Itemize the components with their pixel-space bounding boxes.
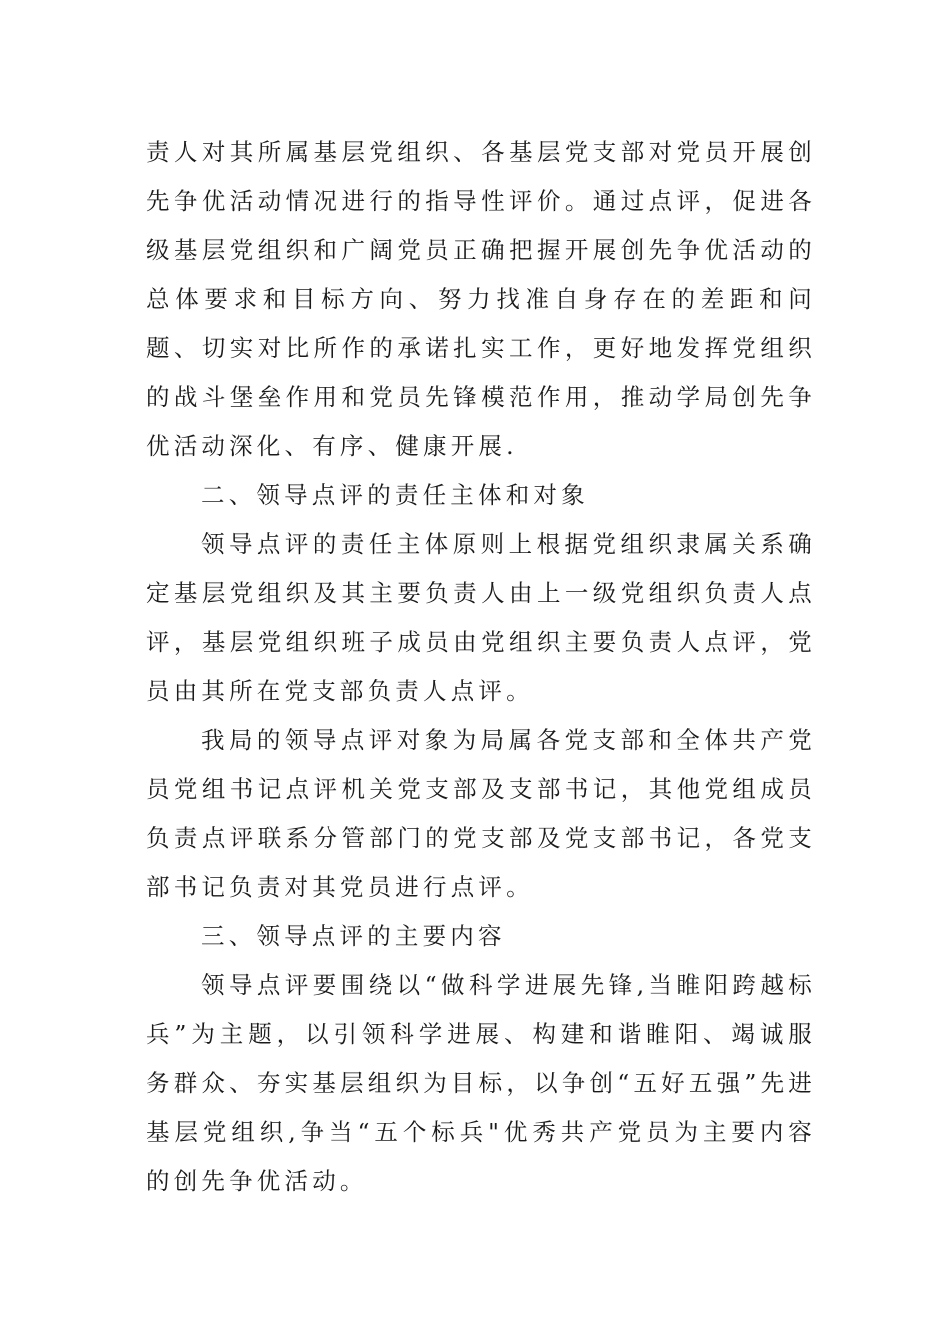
section-heading-2: 二、领导点评的责任主体和对象 <box>201 481 589 509</box>
section-heading-3: 三、领导点评的主要内容 <box>201 922 506 950</box>
paragraph-responsibility: 领导点评的责任主体原则上根据党组织隶属关系确定基层党组织及其主要负责人由上一级党组织负责人点评，基层党组织班子成员由党组织主要负责人点评，党员由其所在党支部负责人点评。 <box>146 530 816 705</box>
paragraph-main-content: 领导点评要围绕以“做科学进展先锋,当睢阳跨越标兵”为主题，以引领科学进展、构建和谐睢阳、竭诚服务群众、夯实基层组织为目标，以争创“五好五强”先进基层党组织,争当“五个标兵"优秀共产党员为主要内容的创先争优活动。 <box>146 971 816 1195</box>
paragraph-intro: 责人对其所属基层党组织、各基层党支部对党员开展创先争优活动情况进行的指导性评价。通过点评，促进各级基层党组织和广阔党员正确把握开展创先争优活动的总体要求和目标方向、努力找准自身存在的差距和问题、切实对比所作的承诺扎实工作，更好地发挥党组织的战斗堡垒作用和党员先锋模范作用，推动学局创先争优活动深化、有序、健康开展. <box>146 138 816 460</box>
paragraph-targets: 我局的领导点评对象为局属各党支部和全体共产党员党组书记点评机关党支部及支部书记，其他党组成员负责点评联系分管部门的党支部及党支部书记，各党支部书记负责对其党员进行点评。 <box>146 726 816 901</box>
document-body <box>146 128 816 1206</box>
